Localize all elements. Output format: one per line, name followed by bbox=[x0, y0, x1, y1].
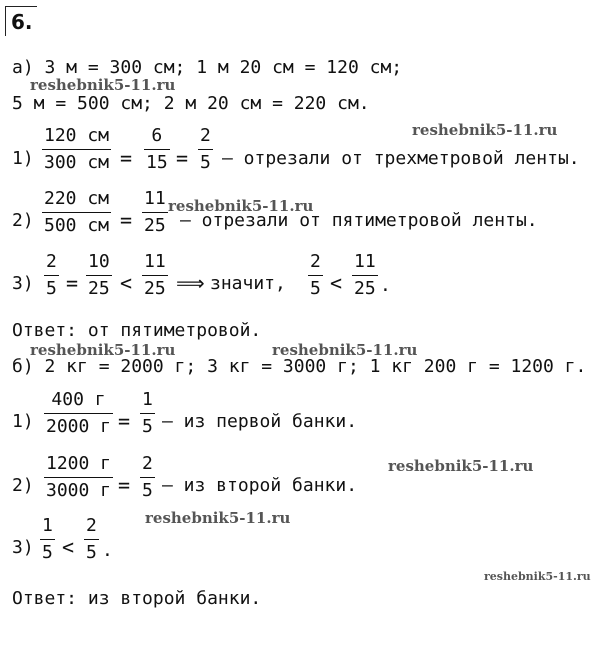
equals-sign: = bbox=[118, 409, 131, 433]
denominator: 5 bbox=[142, 480, 153, 501]
watermark: reshebnik5-11.ru bbox=[484, 570, 591, 583]
denominator: 500 см bbox=[44, 215, 110, 236]
numerator: 11 bbox=[144, 188, 166, 209]
b-step3-frac1 bbox=[40, 516, 55, 563]
numerator: 2 bbox=[310, 251, 321, 272]
b-step1-frac1 bbox=[44, 390, 113, 437]
watermark: reshebnik5-11.ru bbox=[412, 121, 558, 139]
b-step1-text: – из первой банки. bbox=[162, 411, 358, 432]
denominator: 5 bbox=[200, 152, 211, 173]
numerator: 2 bbox=[86, 515, 97, 536]
b-step3-period: . bbox=[102, 540, 113, 561]
numerator: 1 bbox=[142, 389, 153, 410]
b-step2-frac2 bbox=[140, 454, 155, 501]
a-step3-frac2 bbox=[86, 252, 112, 299]
b-step2-label: 2) bbox=[12, 475, 34, 496]
watermark: reshebnik5-11.ru bbox=[168, 197, 314, 215]
denominator: 5 bbox=[310, 278, 321, 299]
numerator: 11 bbox=[144, 251, 166, 272]
numerator: 2 bbox=[46, 251, 57, 272]
numerator: 1 bbox=[42, 515, 53, 536]
a-step2-text: – отрезали от пятиметровой ленты. bbox=[180, 210, 538, 231]
equals-sign: = bbox=[66, 271, 79, 295]
numerator: 400 г bbox=[51, 389, 106, 410]
equals-sign: = bbox=[176, 146, 189, 170]
b-step1-frac2 bbox=[140, 390, 155, 437]
a-step3-frac3 bbox=[142, 252, 168, 299]
b-step2-text: – из второй банки. bbox=[162, 475, 358, 496]
numerator: 10 bbox=[88, 251, 110, 272]
watermark: reshebnik5-11.ru bbox=[272, 341, 418, 359]
numerator: 220 см bbox=[44, 188, 110, 209]
numerator: 2 bbox=[142, 453, 153, 474]
a-step3-frac4 bbox=[308, 252, 323, 299]
denominator: 5 bbox=[142, 416, 153, 437]
implies-arrow: ⟹ bbox=[176, 271, 205, 295]
watermark: reshebnik5-11.ru bbox=[388, 457, 534, 475]
equals-sign: = bbox=[120, 146, 133, 170]
a-step2-label: 2) bbox=[12, 210, 34, 231]
denominator: 300 см bbox=[44, 152, 110, 173]
a-step1-frac3 bbox=[198, 126, 213, 173]
a-step1-label: 1) bbox=[12, 148, 34, 169]
less-than-sign: < bbox=[120, 271, 133, 295]
a-step3-period: . bbox=[380, 275, 391, 296]
part-a-line1: а) 3 м = 300 см; 1 м 20 см = 120 см; bbox=[12, 57, 403, 78]
numerator: 2 bbox=[200, 125, 211, 146]
a-step1-text: – отрезали от трехметровой ленты. bbox=[222, 148, 580, 169]
denominator: 2000 г bbox=[46, 416, 112, 437]
task-number: 6. bbox=[5, 6, 37, 36]
a-step3-label: 3) bbox=[12, 273, 34, 294]
b-step1-label: 1) bbox=[12, 411, 34, 432]
equals-sign: = bbox=[120, 208, 133, 232]
denominator: 25 bbox=[144, 215, 166, 236]
a-step3-frac5 bbox=[352, 252, 378, 299]
denominator: 25 bbox=[88, 278, 110, 299]
denominator: 3000 г bbox=[46, 480, 112, 501]
part-a-answer: Ответ: от пятиметровой. bbox=[12, 320, 262, 341]
numerator: 11 bbox=[354, 251, 376, 272]
denominator: 5 bbox=[86, 542, 97, 563]
watermark: reshebnik5-11.ru bbox=[30, 341, 176, 359]
b-step2-frac1 bbox=[44, 454, 113, 501]
less-than-sign: < bbox=[62, 535, 75, 559]
part-b-answer: Ответ: из второй банки. bbox=[12, 588, 262, 609]
equals-sign: = bbox=[118, 473, 131, 497]
a-step1-frac2 bbox=[144, 126, 170, 173]
denominator: 5 bbox=[42, 542, 53, 563]
denominator: 5 bbox=[46, 278, 57, 299]
denominator: 25 bbox=[354, 278, 376, 299]
watermark: reshebnik5-11.ru bbox=[30, 76, 176, 94]
a-step2-frac2 bbox=[142, 189, 168, 236]
a-step1-frac1 bbox=[42, 126, 111, 173]
watermark: reshebnik5-11.ru bbox=[145, 509, 291, 527]
denominator: 25 bbox=[144, 278, 166, 299]
numerator: 1200 г bbox=[46, 453, 112, 474]
less-than-sign: < bbox=[330, 271, 343, 295]
b-step3-frac2 bbox=[84, 516, 99, 563]
a-step3-frac1 bbox=[44, 252, 59, 299]
numerator: 120 см bbox=[44, 125, 110, 146]
part-a-line2: 5 м = 500 см; 2 м 20 см = 220 см. bbox=[12, 93, 370, 114]
denominator: 15 bbox=[146, 152, 168, 173]
a-step2-frac1 bbox=[42, 189, 111, 236]
a-step3-word: значит, bbox=[210, 273, 286, 294]
numerator: 6 bbox=[151, 125, 163, 146]
part-b-line1: б) 2 кг = 2000 г; 3 кг = 3000 г; 1 кг 200 г = 1200 г. bbox=[12, 356, 587, 377]
b-step3-label: 3) bbox=[12, 537, 34, 558]
